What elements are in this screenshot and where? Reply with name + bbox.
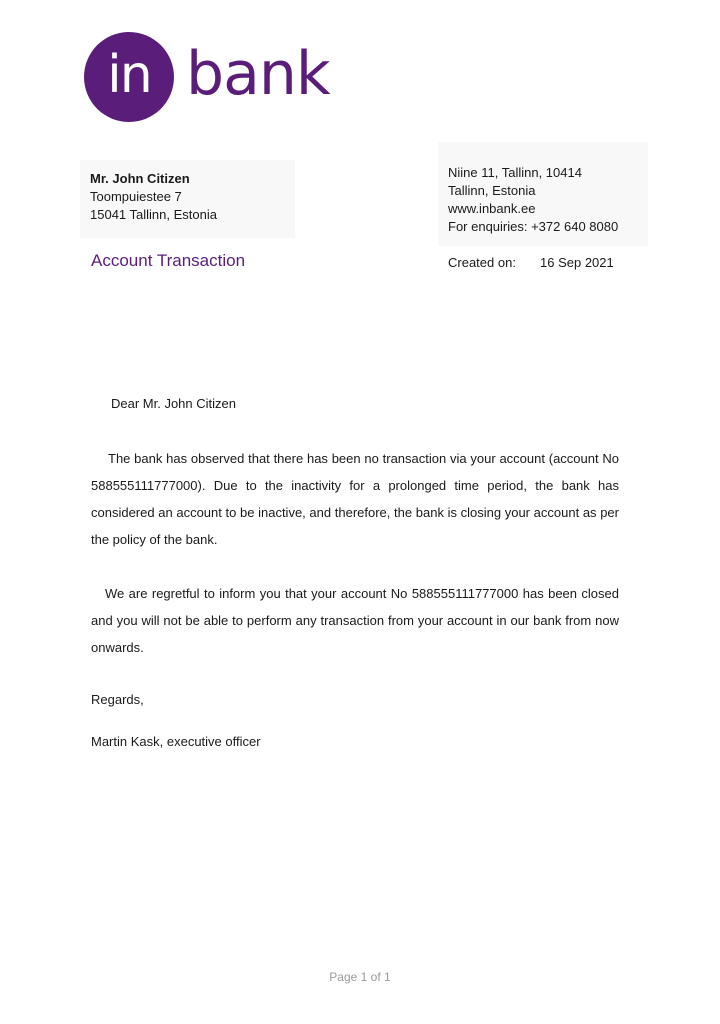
inbank-logo [84,32,384,124]
letter-regards: Regards, [91,692,144,707]
page-number: Page 1 of 1 [329,970,391,984]
sender-address [438,142,648,246]
sender-enquiries: For enquiries: +372 640 8080 [448,219,619,234]
created-label: Created on: [448,255,516,270]
recipient-address [80,160,295,238]
created-date: 16 Sep 2021 [540,255,614,270]
letter-signoff: Martin Kask, executive officer [91,734,261,749]
logo-mark: in [84,32,174,122]
sender-street: Niine 11, Tallinn, 10414 [448,165,582,180]
sender-city: Tallinn, Estonia [448,183,536,198]
recipient-street: Toompuiestee 7 [90,189,182,204]
recipient-name: Mr. John Citizen [90,171,190,186]
letter-paragraph-2: We are regretful to inform you that your account No 588555111777000 has been closed and you will not be able to perform any transaction from your account in our bank from now onwards. [91,586,619,655]
document-title: Account Transaction [91,251,246,270]
letter-greeting: Dear Mr. John Citizen [111,396,236,411]
logo-wordmark: bank [186,39,330,109]
letter-paragraph-1: The bank has observed that there has been no transaction via your account (account No 588555111777000). Due to the inactivity for a prolonged time period, the bank has considered an account to be inactive, and therefore, the bank is closing your account as per the policy of the bank. [91,451,619,547]
created-date-row [448,254,614,272]
recipient-city: 15041 Tallinn, Estonia [90,207,217,222]
sender-website: www.inbank.ee [448,201,536,216]
